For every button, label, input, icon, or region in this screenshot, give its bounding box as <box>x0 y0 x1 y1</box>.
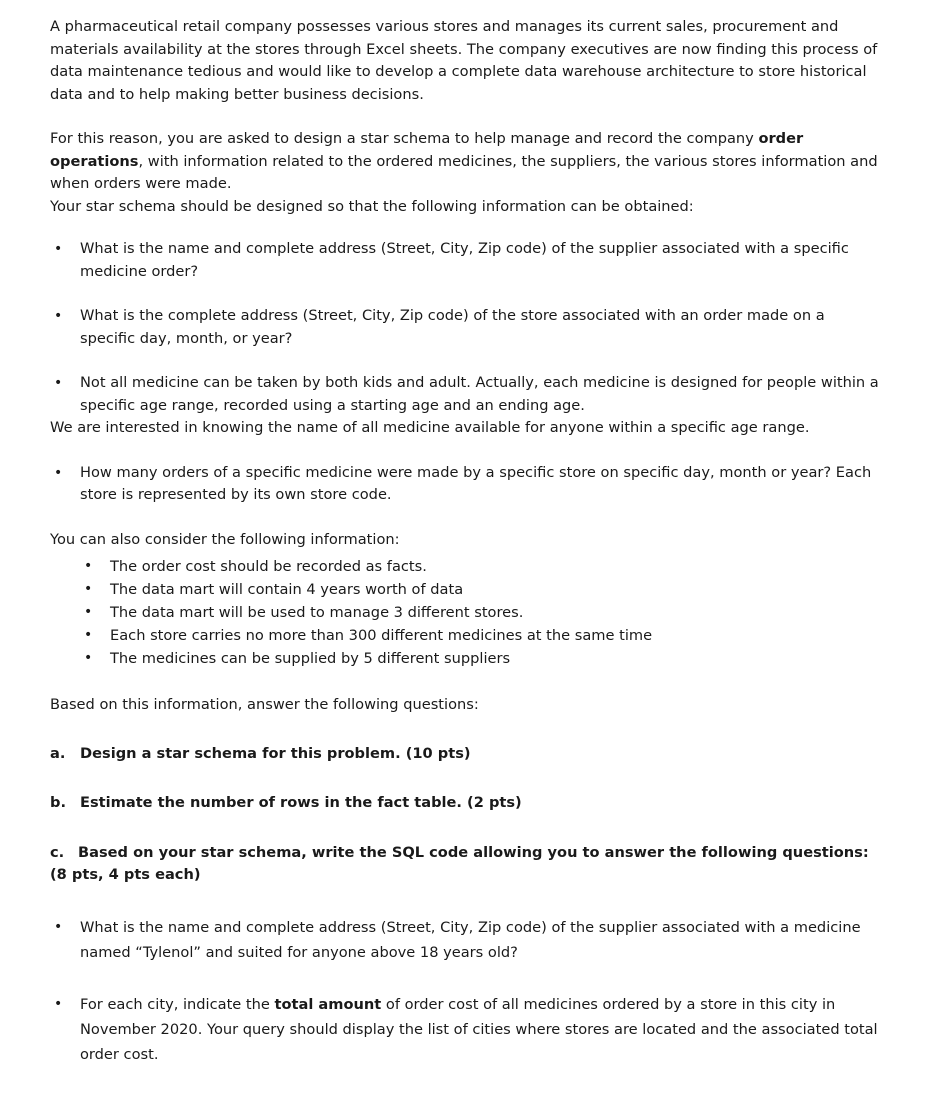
part-a-text: Design a star schema for this problem. (10 pts) <box>80 744 471 762</box>
instructions-lead: Based on this information, answer the following questions: <box>50 696 479 713</box>
info-text: The medicines can be supplied by 5 different suppliers <box>110 650 511 667</box>
sql-question-text-cont: of order cost of all medicines ordered by a store in this city in November 2020. Your query should display the list of cities where stores are located and the associated total order cost. <box>80 995 878 1063</box>
question-text: What is the name and complete address (Street, City, Zip code) of the supplier associated with a specific medicine order? <box>80 240 849 280</box>
order-operations-emphasis: order operations <box>50 130 804 170</box>
age-range-note: We are interested in knowing the name of all medicine available for anyone within a specific age range. <box>50 419 810 436</box>
list-item <box>50 462 880 507</box>
bullet-icon: • <box>84 604 93 620</box>
bullet-icon: • <box>54 375 63 391</box>
schema-request-paragraph <box>50 128 880 196</box>
bullet-icon: • <box>84 627 93 643</box>
part-a-label: a. <box>50 744 66 762</box>
bullet-icon: • <box>54 918 63 935</box>
list-item <box>50 915 880 965</box>
part-b <box>50 792 880 815</box>
info-list <box>80 555 880 670</box>
question-list <box>50 238 880 417</box>
question-text: How many orders of a specific medicine were made by a specific store on specific day, month or year? Each store is represented by its own store code. <box>80 463 872 503</box>
bullet-icon: • <box>54 308 63 324</box>
sql-question-text: For each city, indicate the <box>80 995 275 1013</box>
list-item <box>50 305 880 350</box>
part-b-text: Estimate the number of rows in the fact table. (2 pts) <box>80 794 522 811</box>
question-text: What is the complete address (Street, City, Zip code) of the store associated with an order made on a specific day, month, or year? <box>80 307 825 347</box>
bullet-icon: • <box>84 650 93 666</box>
list-item <box>50 372 880 417</box>
question-list-cont <box>50 462 880 507</box>
part-c-text: Based on your star schema, write the SQL code allowing you to answer the following questions: (8 pts, 4 pts each) <box>50 843 869 883</box>
list-item <box>80 555 880 578</box>
info-text: Each store carries no more than 300 different medicines at the same time <box>110 627 653 644</box>
part-a <box>50 743 880 766</box>
list-item <box>80 578 880 601</box>
bullet-icon: • <box>54 464 63 481</box>
list-item <box>80 647 880 670</box>
info-text: The data mart will be used to manage 3 different stores. <box>110 604 524 621</box>
bullet-icon: • <box>54 241 63 257</box>
bullet-icon: • <box>84 558 93 574</box>
part-c <box>50 842 880 887</box>
question-text: Not all medicine can be taken by both kids and adult. Actually, each medicine is designed for people within a specific age range, recorded using a starting age and an ending age. <box>80 374 879 414</box>
document-page <box>50 16 880 1094</box>
list-item <box>80 601 880 624</box>
intro-paragraph: A pharmaceutical retail company possesses various stores and manages its current sales, procurement and materials availability at the stores through Excel sheets. The company executives are now finding this process of data maintenance tedious and would like to develop a complete data warehouse architecture to store historical data and to help making better business decisions. <box>50 18 878 103</box>
requirements-lead: Your star schema should be designed so that the following information can be obtained: <box>50 197 694 215</box>
schema-request-text-cont: , with information related to the ordered medicines, the suppliers, the various stores information and when orders were made. <box>50 152 878 192</box>
total-amount-emphasis: total amount <box>274 995 382 1013</box>
list-item <box>50 238 880 283</box>
bullet-icon: • <box>84 581 93 597</box>
info-text: The order cost should be recorded as facts. <box>110 558 427 575</box>
also-consider-heading: You can also consider the following information: <box>50 530 400 548</box>
sql-question-list <box>50 915 880 1067</box>
sql-question-text: What is the name and complete address (Street, City, Zip code) of the supplier associated with a medicine named “Tylenol” and suited for anyone above 18 years old? <box>80 918 861 961</box>
list-item <box>80 624 880 647</box>
list-item <box>50 992 880 1067</box>
schema-request-text: For this reason, you are asked to design a star schema to help manage and record the company <box>50 130 759 147</box>
bullet-icon: • <box>54 995 63 1012</box>
info-text: The data mart will contain 4 years worth of data <box>110 581 464 598</box>
part-b-label: b. <box>50 794 66 811</box>
part-c-label: c. <box>50 843 65 861</box>
